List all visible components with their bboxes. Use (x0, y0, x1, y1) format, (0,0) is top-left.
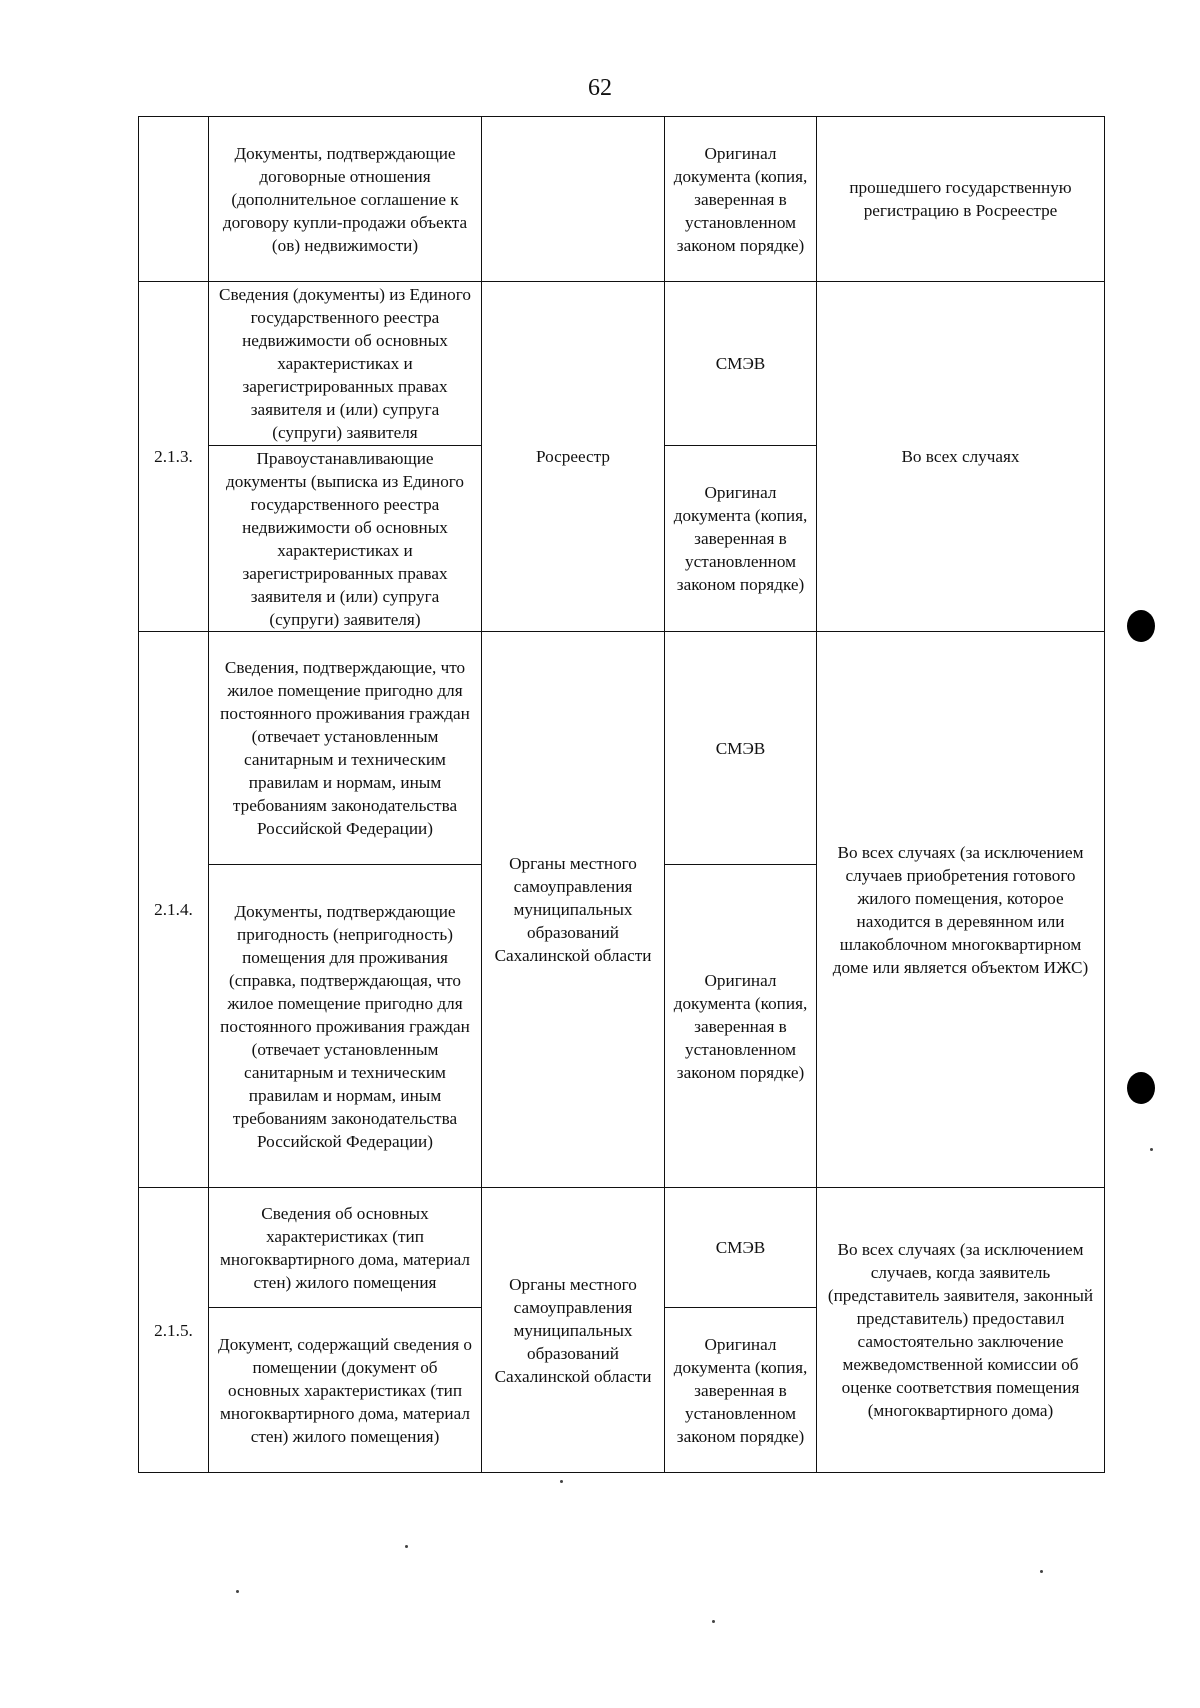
condition-cell: Во всех случаях (за исключением случаев, когда заявитель (представитель заявителя, законный представитель) предоставил самостоятельно заключение межведомственной комиссии об оценке соответствия помещения (многоквартирного дома) (817, 1188, 1105, 1473)
table-row-2-1-5 (139, 1188, 1105, 1308)
form-cell: Оригинал документа (копия, заверенная в установленном законом порядке) (665, 117, 817, 282)
scan-speck (405, 1545, 408, 1548)
document-cell: Сведения, подтверждающие, что жилое помещение пригодно для постоянного проживания граждан (отвечает установленным санитарным и техническим правилам и нормам, иным требованиям законодательства Российской Федерации) (209, 632, 482, 865)
condition-cell: прошедшего государственную регистрацию в Росреестре (817, 117, 1105, 282)
form-cell: СМЭВ (665, 1188, 817, 1308)
form-cell: СМЭВ (665, 632, 817, 865)
table-row-2-1-4 (139, 632, 1105, 865)
table-row-continuation (139, 117, 1105, 282)
scan-speck (712, 1620, 715, 1623)
row-number-cell: 2.1.4. (139, 632, 209, 1188)
binder-hole-mark (1127, 1072, 1155, 1104)
organ-cell (482, 117, 665, 282)
document-cell: Документ, содержащий сведения о помещении (документ об основных характеристиках (тип многоквартирного дома, материал стен) жилого помещения) (209, 1308, 482, 1473)
scan-speck (1150, 1148, 1153, 1151)
binder-hole-mark (1127, 610, 1155, 642)
row-number-cell: 2.1.3. (139, 282, 209, 632)
scan-speck (560, 1480, 563, 1483)
document-cell: Сведения (документы) из Единого государственного реестра недвижимости об основных характеристиках и зарегистрированных правах заявителя и (или) супруга (супруги) заявителя (209, 282, 482, 446)
form-cell: Оригинал документа (копия, заверенная в установленном законом порядке) (665, 1308, 817, 1473)
organ-cell: Органы местного самоуправления муниципальных образований Сахалинской области (482, 1188, 665, 1473)
document-cell: Документы, подтверждающие договорные отношения (дополнительное соглашение к договору купли-продажи объекта (ов) недвижимости) (209, 117, 482, 282)
row-number-cell (139, 117, 209, 282)
documents-table (138, 116, 1105, 1473)
page-number: 62 (588, 75, 612, 101)
document-cell: Правоустанавливающие документы (выписка из Единого государственного реестра недвижимости об основных характеристиках и зарегистрированных правах заявителя и (или) супруга (супруги) заявителя) (209, 446, 482, 632)
form-cell: Оригинал документа (копия, заверенная в установленном законом порядке) (665, 446, 817, 632)
condition-cell: Во всех случаях (817, 282, 1105, 632)
scan-speck (1040, 1570, 1043, 1573)
form-cell: СМЭВ (665, 282, 817, 446)
form-cell: Оригинал документа (копия, заверенная в установленном законом порядке) (665, 865, 817, 1188)
document-cell: Сведения об основных характеристиках (тип многоквартирного дома, материал стен) жилого помещения (209, 1188, 482, 1308)
condition-cell: Во всех случаях (за исключением случаев приобретения готового жилого помещения, которое находится в деревянном или шлакоблочном многоквартирном доме или является объектом ИЖС) (817, 632, 1105, 1188)
table-row-2-1-3 (139, 282, 1105, 446)
scan-speck (236, 1590, 239, 1593)
row-number-cell: 2.1.5. (139, 1188, 209, 1473)
document-cell: Документы, подтверждающие пригодность (непригодность) помещения для проживания (справка, подтверждающая, что жилое помещение пригодно для постоянного проживания граждан (отвечает установленным санитарным и техническим правилам и нормам, иным требованиям законодательства Российской Федерации) (209, 865, 482, 1188)
organ-cell: Органы местного самоуправления муниципальных образований Сахалинской области (482, 632, 665, 1188)
organ-cell: Росреестр (482, 282, 665, 632)
